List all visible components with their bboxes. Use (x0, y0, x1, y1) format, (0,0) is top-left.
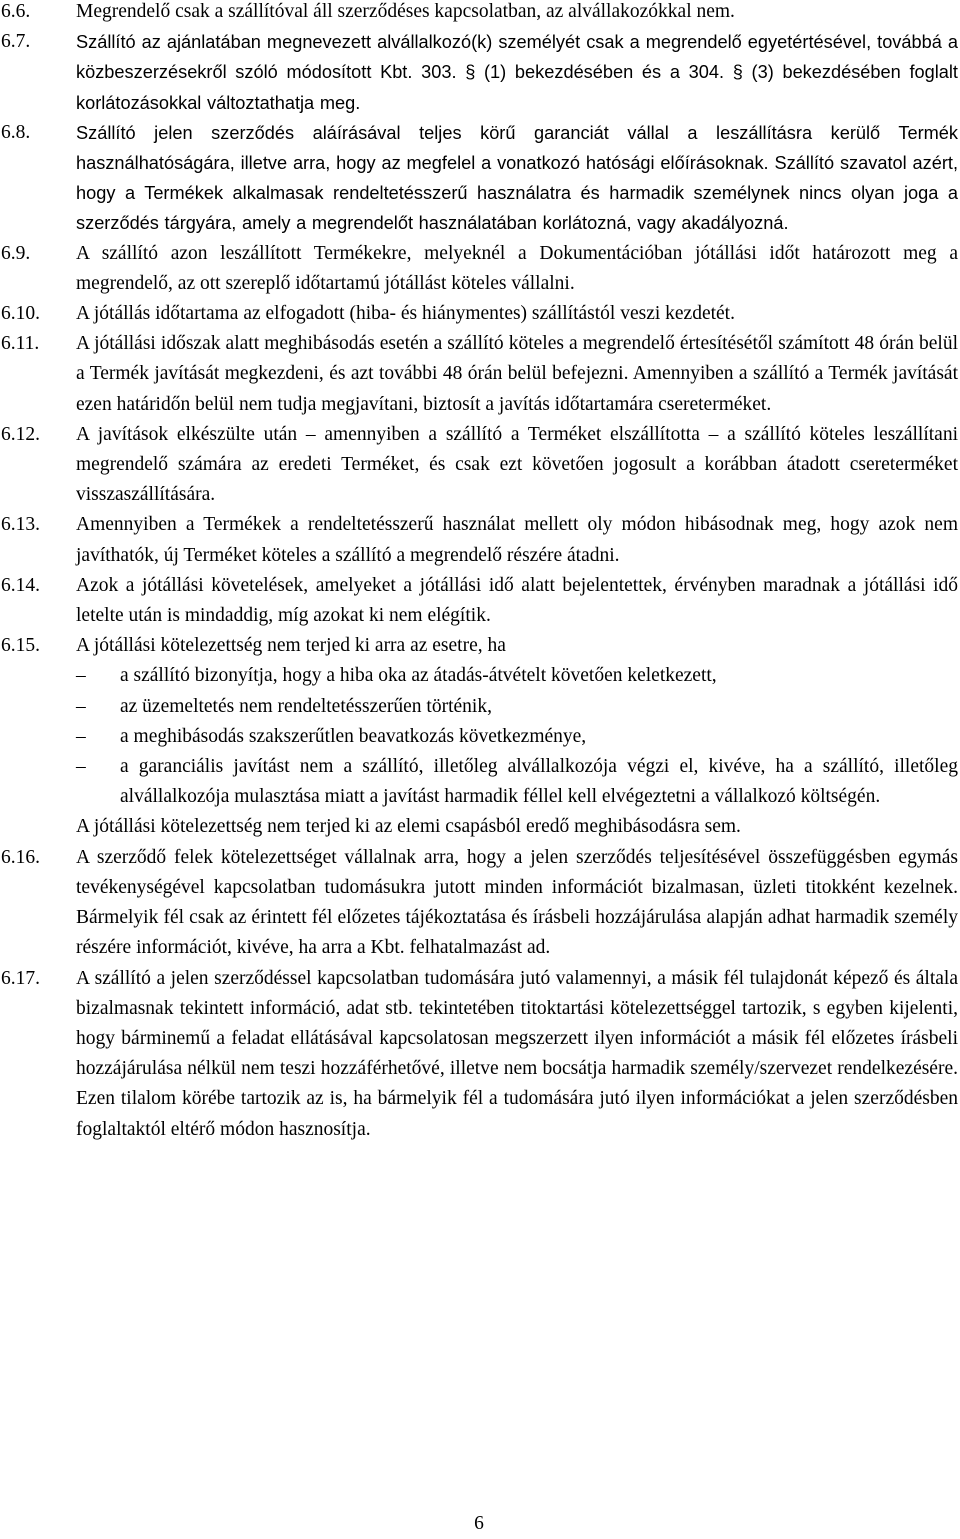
section-number: 6.13. (1, 514, 40, 536)
section-number: 6.6. (1, 1, 31, 22)
section-number: 6.10. (1, 303, 40, 325)
section-text: Szállító az ajánlatában megnevezett alvállalkozó(k) személyét csak a megrendelő egyetértésével, továbbá a közbeszerzésekről szóló módosított Kbt. 303. § (1) bekezdésében és a 304. § (3) bekezdésében foglalt korlátozásokkal változtathatja meg. (76, 32, 958, 113)
dash-marker: – (76, 725, 86, 747)
section-number: 6.11. (1, 333, 40, 355)
section-number: 6.15. (1, 635, 40, 657)
section-text: A jótállási időszak alatt meghibásodás esetén a szállító köteles a megrendelő értesítésétől számított 48 órán belül a Termék javítását megkezdeni, és azt további 48 órán belül befejezni. Amennyiben a szállító a Termék javítását ezen határidőn belül nem tudja megjavítani, biztosít a javítás időtartamára csereterméket. (76, 333, 958, 415)
list-item-text: a szállító bizonyítja, hogy a hiba oka az átadás-átvételt követően keletkezett, (120, 665, 717, 687)
dash-marker: – (76, 756, 86, 778)
list-item (76, 722, 958, 752)
section-6-9 (0, 239, 958, 299)
section-number: 6.14. (1, 574, 40, 596)
section-number: 6.17. (1, 967, 40, 989)
exclusion-list (76, 661, 958, 812)
section-6-14 (0, 571, 958, 631)
section-6-13 (0, 510, 958, 570)
section-outro: A jótállási kötelezettség nem terjed ki az elemi csapásból eredő meghibásodásra sem. (76, 816, 741, 838)
section-6-11 (0, 329, 958, 420)
section-6-10 (0, 299, 958, 329)
list-item-text: a meghibásodás szakszerűtlen beavatkozás következménye, (120, 725, 587, 747)
list-item-text: az üzemeltetés nem rendeltetésszerűen történik, (120, 695, 492, 717)
section-text: A szerződő felek kötelezettséget vállalnak arra, hogy a jelen szerződés teljesítésével összefüggésben egymás tevékenységével kapcsolatban tudomásukra jutott minden információt bizalmasan, üzleti titokként kezelnek. Bármelyik fél csak az érintett fél előzetes tájékoztatása és írásbeli hozzájárulása alapján adhat harmadik személy részére információt, kivéve, ha arra a Kbt. felhatalmazást ad. (76, 846, 958, 959)
section-6-6 (0, 0, 958, 27)
section-body (76, 631, 958, 842)
section-text: Azok a jótállási követelések, amelyeket a jótállási idő alatt bejelentettek, érvényben maradnak a jótállási idő letelte után is mindaddig, míg azokat ki nem elégítik. (76, 574, 958, 627)
section-number: 6.16. (1, 846, 40, 868)
page-number: 6 (474, 1513, 484, 1534)
section-text: Megrendelő csak a szállítóval áll szerződéses kapcsolatban, az alvállakozókkal nem. (76, 1, 735, 22)
section-6-12 (0, 420, 958, 511)
section-intro: A jótállási kötelezettség nem terjed ki arra az esetre, ha (76, 635, 506, 657)
section-number: 6.7. (1, 31, 31, 53)
dash-marker: – (76, 695, 86, 717)
section-6-17 (0, 964, 958, 1145)
section-number: 6.9. (1, 242, 31, 264)
section-text: A szállító azon leszállított Termékekre, melyeknél a Dokumentációban jótállási időt határozott meg a megrendelő, az ott szereplő időtartamú jótállást köteles vállalni. (76, 242, 958, 294)
section-text: A szállító a jelen szerződéssel kapcsolatban tudomására jutó valamennyi, a másik fél tulajdonát képező és általa bizalmasnak tekintett információ, adat stb. tekintetében titoktartási kötelezettséggel tartozik, s egyben kijelenti, hogy bárminemű a feladat ellátásával kapcsolatosan megszerzett ilyen információt a másik fél előzetes írásbeli hozzájárulása nélkül nem teszi hozzáférhetővé, illetve nem bocsátja harmadik személy/szervezet rendelkezésére. Ezen tilalom körébe tartozik az is, ha bármelyik fél a tudomására jutó ilyen információkat a jelen szerződésben foglaltaktól eltérő módon hasznosítja. (76, 967, 958, 1140)
list-item (76, 661, 958, 691)
dash-marker: – (76, 665, 86, 687)
list-item-text: a garanciális javítást nem a szállító, illetőleg alvállalkozója végzi el, kivéve, ha a szállító, illetőleg alvállalkozója mulasztása miatt a javítást harmadik féllel kell elvégeztetni a vállalkozó költségén. (120, 756, 958, 808)
section-text: A javítások elkészülte után – amennyiben a szállító a Terméket elszállította – a szállító köteles leszállítani megrendelő számára az eredeti Terméket, és csak ezt követően jogosult a korábban átadott csereterméket visszaszállítására. (76, 423, 958, 506)
section-number: 6.12. (1, 423, 40, 445)
section-6-16 (0, 843, 958, 964)
section-number: 6.8. (1, 121, 31, 143)
section-6-8 (0, 118, 958, 239)
section-6-7 (0, 27, 958, 118)
section-6-15 (0, 631, 958, 842)
section-text: Amennyiben a Termékek a rendeltetésszerű használat mellett oly módon hibásodnak meg, hogy azok nem javíthatók, új Terméket köteles a szállító a megrendelő részére átadni. (76, 514, 958, 566)
section-text: A jótállás időtartama az elfogadott (hiba- és hiánymentes) szállítástól veszi kezdetét. (76, 303, 735, 325)
list-item (76, 692, 958, 722)
list-item (76, 752, 958, 812)
section-text: Szállító jelen szerződés aláírásával teljes körű garanciát vállal a leszállításra kerülő Termék használhatóságára, illetve arra, hogy az megfelel a vonatkozó hatósági előírásoknak. Szállító szavatol azért, hogy a Termékek alkalmasak rendeltetésszerű használatra és harmadik személynek nincs olyan joga a szerződés tárgyára, amely a megrendelőt használatában korlátozná, vagy akadályozná. (76, 122, 958, 234)
